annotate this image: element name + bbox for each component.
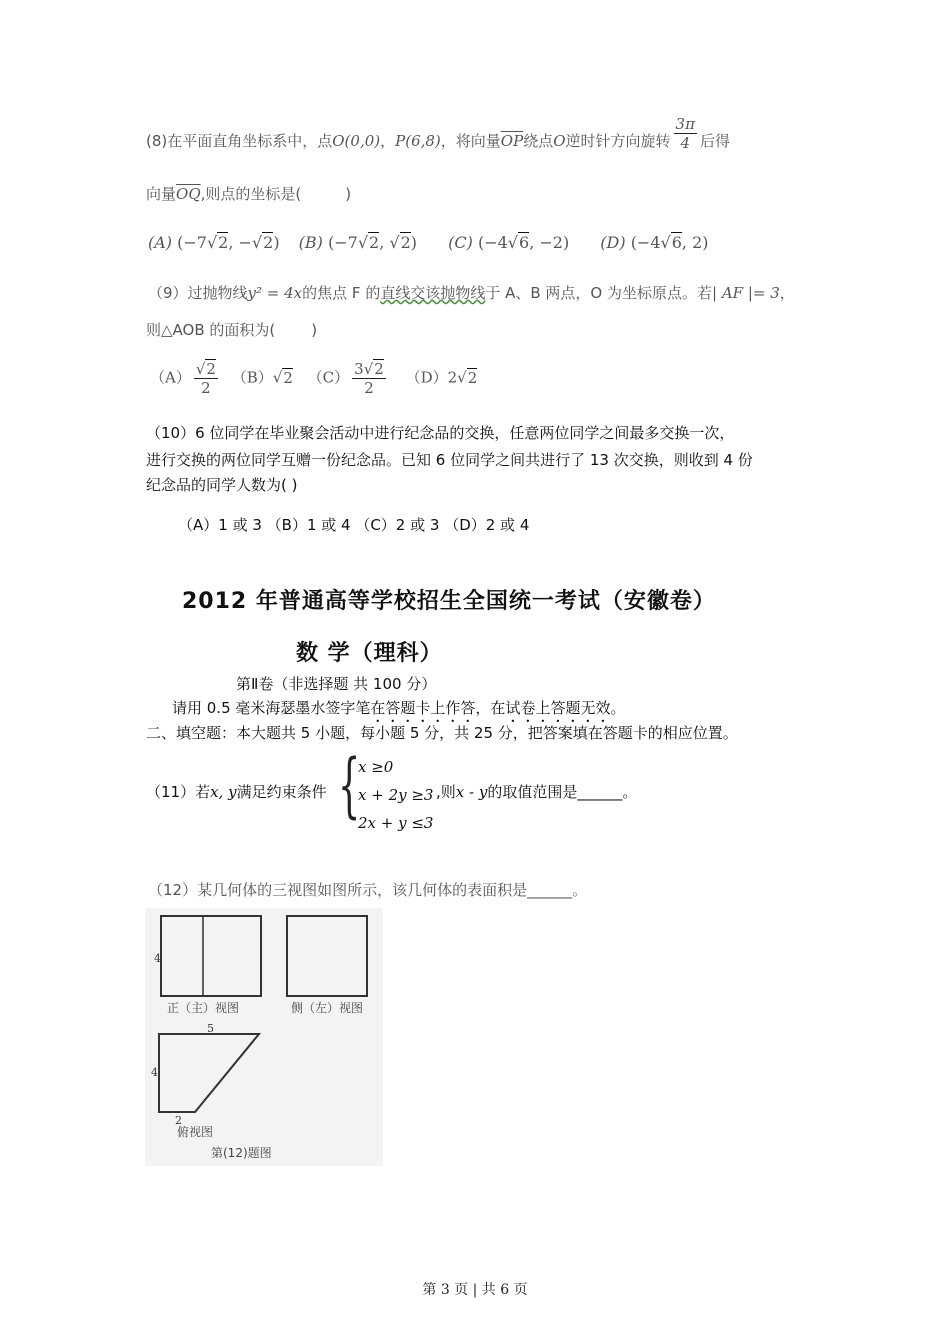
- q9-option-c-den: 2: [364, 379, 374, 397]
- side-view-label: 侧（左）视图: [291, 1001, 364, 1015]
- q8-text3: 绕点: [523, 132, 554, 150]
- q10-options: （A）1 或 3 （B）1 或 4 （C）2 或 3 （D）2 或 4: [178, 516, 530, 534]
- instruction-emphasis2: 试卷上答题无效: [505, 699, 611, 717]
- q11-expression: x - y: [455, 783, 488, 801]
- q8-option-c-pre: (−4: [477, 233, 508, 252]
- q9-text6: 则△AOB 的面积为(: [146, 321, 276, 339]
- q8-angle-num: 3π: [675, 115, 695, 133]
- q12-figure: [145, 908, 383, 1166]
- q8-option-a-label: (A): [148, 233, 173, 252]
- q8-text2: ，将向量: [440, 132, 501, 150]
- q8-o: O: [553, 132, 566, 150]
- q8-option-a-post: ): [273, 233, 280, 252]
- q11-vars: x, y: [210, 783, 237, 801]
- q8-option-a-rad2: 2: [263, 233, 274, 252]
- q9-option-c-value: $\frac{3√2}{2}$: [354, 360, 384, 397]
- q9-option-c-num: 3: [354, 360, 364, 378]
- top-view-shape: [159, 1034, 259, 1112]
- instruction-line: [172, 698, 625, 726]
- exam-title: 2012 年普通高等学校招生全国统一考试（安徽卷）: [182, 589, 716, 614]
- q9-option-d-label: （D）: [405, 368, 448, 387]
- q8-text6: 向量: [146, 185, 177, 203]
- q11-text4: 的取值范围是______。: [487, 783, 638, 801]
- front-view-label: 正（主）视图: [167, 1001, 240, 1015]
- q9-text5: ，: [779, 284, 795, 302]
- q11-brace: {: [338, 744, 361, 826]
- q9-line1: [148, 283, 795, 303]
- q11-text3: ,则: [436, 783, 456, 801]
- side-view-rect: [287, 916, 367, 996]
- q8-options: (A) (−7√2, −√2) (B) (−7√2, √2) (C) (−4√6, −2) (D) (−4√6, 2): [148, 233, 709, 252]
- q9-option-c-rad: 2: [374, 360, 384, 378]
- q8-option-c-rad: 6: [519, 233, 530, 252]
- top-view-width-label: 5: [207, 1022, 214, 1035]
- q8-option-a-pre: (−7: [177, 233, 207, 252]
- q10-line2: 进行交换的两位同学互赠一份纪念品。已知 6 位同学之间共进行了 13 次交换，则收到 4 份: [146, 451, 753, 469]
- instruction-text2: ，在: [475, 699, 506, 717]
- q9-text2: 的焦点 F 的: [302, 284, 381, 302]
- instruction-text: 请用 0.5 毫米海瑟墨水签字笔: [172, 699, 371, 717]
- q9-options: （A） $\frac{√2}{2}$ （B）√2 （C） $\frac{3√2}{2}$ （D）2√2: [150, 360, 478, 397]
- q8-angle-fraction: [674, 115, 697, 152]
- q8-option-d-label: (D): [600, 233, 626, 252]
- section-heading: 二、填空题：本大题共 5 小题，每小题 5 分，共 25 分，把答案填在答题卡的相应位置。: [146, 724, 738, 742]
- q12-text: （12）某几何体的三视图如图所示，该几何体的表面积是______。: [148, 881, 588, 899]
- q8-option-a-rad: 2: [218, 233, 229, 252]
- part-heading: 第Ⅱ卷（非选择题 共 100 分）: [236, 675, 437, 693]
- q10-line1: （10）6 位同学在毕业聚会活动中进行纪念品的交换，任意两位同学之间最多交换一次，: [146, 424, 735, 442]
- q8-text4: 逆时针方向旋转: [565, 132, 671, 150]
- exam-subtitle: 数 学（理科）: [296, 641, 443, 666]
- page-footer: 第 3 页 | 共 6 页: [422, 1282, 528, 1298]
- q8-text7: ,则点的坐标是(: [200, 185, 302, 203]
- q10-line3: 纪念品的同学人数为( ): [146, 476, 298, 494]
- q8-option-b-pre: (−7: [328, 233, 358, 252]
- q9-equation: y² = 4x: [247, 284, 303, 302]
- q8-option-d-rad: 6: [671, 233, 682, 252]
- q9-option-d-rad: 2: [467, 368, 478, 387]
- q9-text4: 于 A、B 两点，O 为坐标原点。若: [485, 284, 713, 302]
- q9-option-a-value: $\frac{√2}{2}$: [195, 360, 216, 397]
- q8-point-p: P(6,8): [395, 132, 441, 150]
- q8-angle-den: 4: [680, 134, 690, 152]
- q9-line2: [146, 320, 317, 340]
- top-view-height-label: 4: [151, 1066, 158, 1079]
- three-view-diagram: [145, 908, 383, 1166]
- q11-constraint2: x + 2y ≥3: [358, 786, 434, 804]
- q9-option-c-label: （C）: [307, 368, 350, 387]
- q11-constraint3: 2x + y ≤3: [358, 814, 434, 832]
- q8-option-b-label: (B): [298, 233, 323, 252]
- top-view-base-label: 2: [175, 1114, 182, 1127]
- q8-option-d-pre: (−4: [630, 233, 661, 252]
- q8-text5: 后得: [699, 132, 730, 150]
- q9-text3: 直线交该抛物线: [380, 284, 486, 302]
- front-view-rect: [161, 916, 261, 996]
- instruction-emphasis: 在答题卡上作答: [370, 699, 476, 717]
- q9-option-a-label: （A）: [150, 368, 191, 387]
- q8-option-c-mid: , −2): [529, 233, 570, 252]
- q8-text8: ): [345, 185, 352, 203]
- figure-caption: 第(12)题图: [211, 1146, 272, 1160]
- q8-option-d-mid: , 2): [681, 233, 709, 252]
- q9-option-b-label: （B）: [231, 368, 273, 387]
- q11-suffix: [436, 782, 637, 802]
- q8-point-o: O(0,0): [332, 132, 381, 150]
- front-view-height-label: 4: [154, 952, 161, 965]
- q9-option-b-rad: 2: [283, 368, 293, 387]
- q8-option-a-mid: , −: [228, 233, 252, 252]
- q9-text7: ): [311, 321, 318, 339]
- q8-option-b-rad2: 2: [400, 233, 411, 252]
- q8-option-c-label: (C): [448, 233, 473, 252]
- instruction-text3: 。: [610, 699, 626, 717]
- q8-option-b-rad: 2: [369, 233, 380, 252]
- q9-condition: | AF |= 3: [712, 284, 780, 302]
- q9-option-a-rad: 2: [206, 360, 216, 378]
- top-view-label: 俯视图: [177, 1125, 214, 1139]
- q11-system: [358, 753, 433, 837]
- q9-option-a-den: 2: [201, 379, 211, 397]
- q8-line1: (8)在平面直角坐标系中，点O(0,0)，P(6,8)，将向量$\overline{OP}$绕点O逆时针方向旋转 $\frac{3\pi}{4}$ 后得: [146, 115, 730, 152]
- q9-option-d-coef: 2: [447, 368, 458, 387]
- q8-option-b-mid: ,: [379, 233, 390, 252]
- q8-text: (8)在平面直角坐标系中，点: [146, 132, 333, 150]
- q11-prefix: [146, 782, 327, 802]
- q8-option-b-post: ): [410, 233, 418, 252]
- q8-vector-op: $\overline{OP}$: [500, 132, 524, 150]
- q11-text2: 满足约束条件: [236, 783, 327, 801]
- q8-vector-oq: $\overline{OQ}$: [176, 185, 201, 203]
- q11-constraint1: x ≥0: [358, 758, 394, 776]
- q11-text: （11）若: [146, 783, 211, 801]
- q9-text: （9）过抛物线: [148, 284, 248, 302]
- q8-line2: [146, 184, 351, 204]
